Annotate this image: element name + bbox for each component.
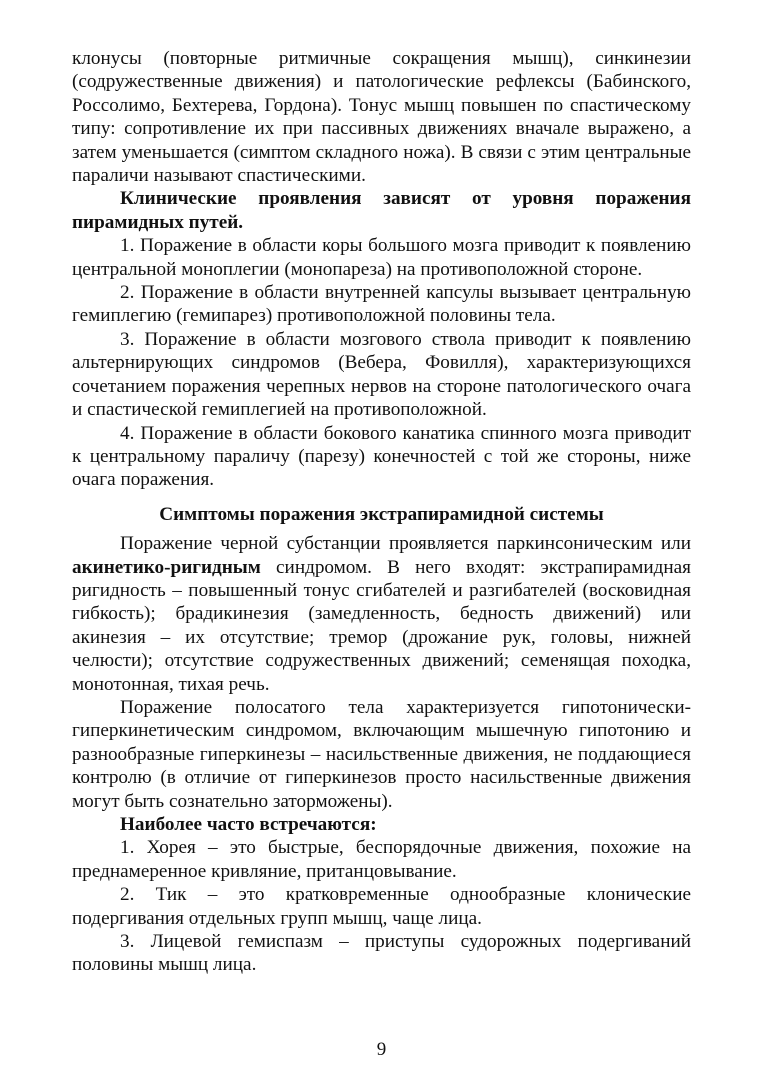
- paragraph-item-4: 4. Поражение в области бокового канатика спинного мозга приводит к центральному параличу (парезу) конечностей с той же стороны, ниже очага поражения.: [72, 422, 691, 491]
- paragraph-tic: 2. Тик – это кратковременные однообразные клонические подергивания отдельных групп мышц, чаще лица.: [72, 884, 691, 929]
- paragraph-parkinson-part2: синдромом. В него входят: экстрапирамидная ригидность – повышенный тонус сгибателей и разгибателей (восковидная гибкость); брадикинезия (замедленность, бедность движений) или акинезия – их отсутствие; тремор (дрожание рук, головы, нижней челюсти); отсутствие содружественных движений; семенящая походка, монотонная, тихая речь.: [72, 556, 691, 695]
- paragraph-bold-intro: Клинические проявления зависят от уровня поражения пирамидных путей.: [72, 188, 691, 233]
- paragraph-item-3: 3. Поражение в области мозгового ствола приводит к появлению альтернирующих синдромов (Вебера, Фовилля), характеризующихся сочетанием поражения черепных нервов на стороне патологического очага и спастической гемиплегией на противоположной.: [72, 328, 691, 421]
- page-body: [72, 47, 691, 977]
- paragraph-chorea: 1. Хорея – это быстрые, беспорядочные движения, похожие на преднамеренное кривляние, пританцовывание.: [72, 837, 691, 882]
- page-number: 9: [376, 1039, 387, 1060]
- section-heading: Симптомы поражения экстрапирамидной системы: [159, 503, 604, 525]
- paragraph-parkinson-bold-term: акинетико-ригидным: [72, 556, 261, 578]
- paragraph-item-1: 1. Поражение в области коры большого мозга приводит к появлению центральной моноплегии (монопареза) на противоположной стороне.: [72, 235, 691, 280]
- paragraph-1: клонусы (повторные ритмичные сокращения мышц), синкинезии (содружественные движения) и патологические рефлексы (Бабинского, Россолимо, Бехтерева, Гордона). Тонус мышц повышен по спастическому типу: сопротивление их при пассивных движениях вначале выражено, а затем уменьшается (симптом складного ножа). В связи с этим центральные параличи называют спастическими.: [72, 48, 691, 187]
- paragraph-hemispasm: 3. Лицевой гемиспазм – приступы судорожных подергиваний половины мышц лица.: [72, 931, 691, 976]
- paragraph-striatum: Поражение полосатого тела характеризуется гипотонически-гиперкинетическим синдромом, включающим мышечную гипотонию и разнообразные гиперкинезы – насильственные движения, не поддающиеся контролю (в отличие от гиперкинезов просто насильственные движения могут быть сознательно заторможены).: [72, 696, 691, 812]
- paragraph-parkinson-part1: Поражение черной субстанции проявляется паркинсоническим или: [120, 533, 691, 555]
- paragraph-item-2: 2. Поражение в области внутренней капсулы вызывает центральную гемиплегию (гемипарез) противоположной половины тела.: [72, 282, 691, 327]
- paragraph-parkinson: [72, 532, 691, 696]
- paragraph-frequent-heading: Наиболее часто встречаются:: [120, 814, 377, 835]
